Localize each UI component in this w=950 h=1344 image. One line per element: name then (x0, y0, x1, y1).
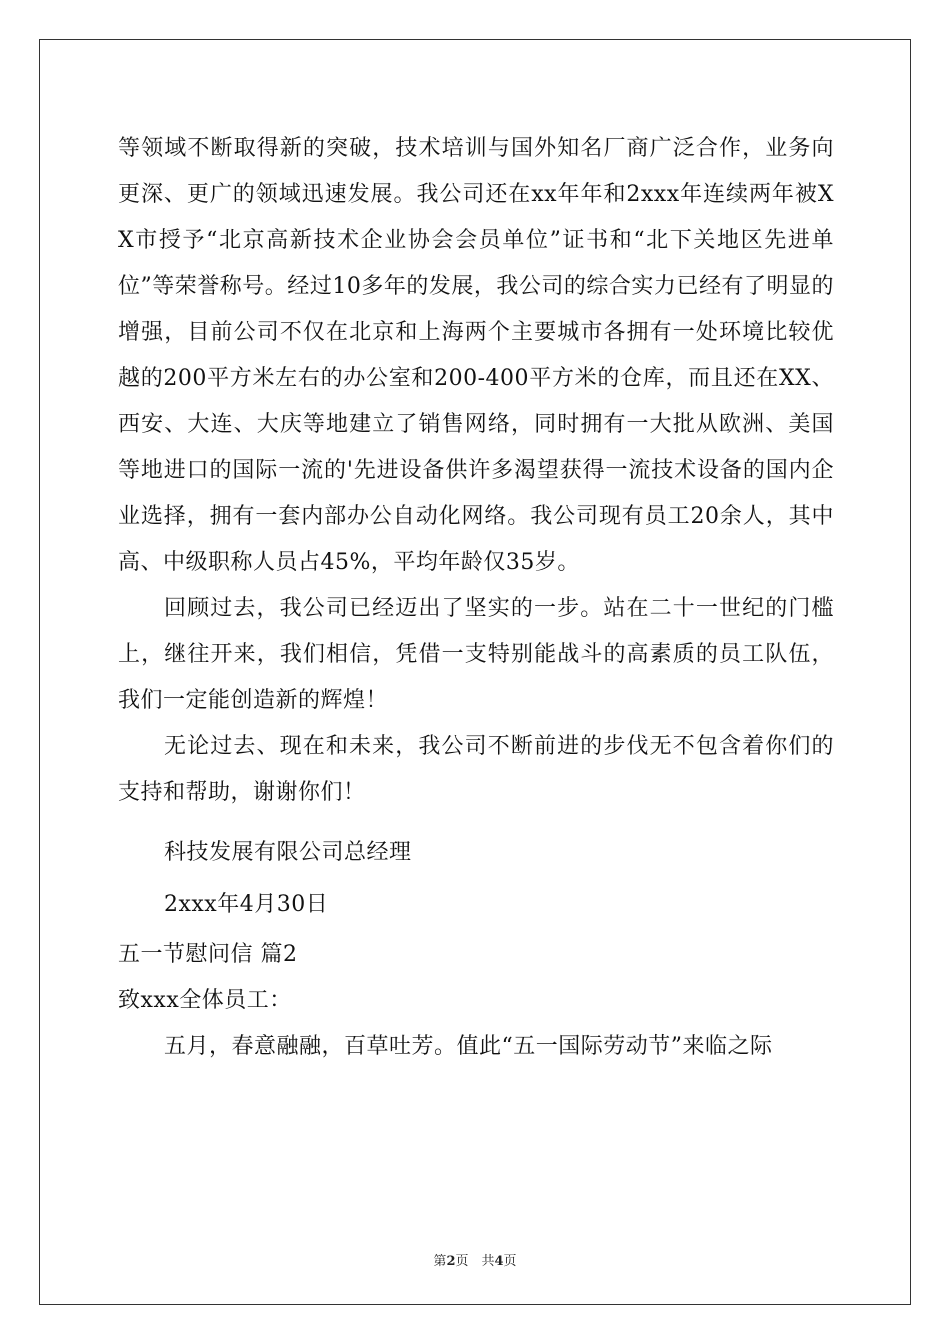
date-line: 2xxx年4月30日 (164, 892, 329, 917)
document-body (118, 126, 834, 1070)
salutation-line: 致xxx全体员工： (118, 988, 292, 1013)
section-title: 五一节慰问信 篇2 (118, 942, 298, 967)
signature-line: 科技发展有限公司总经理 (164, 840, 412, 865)
footer-prefix: 第 (433, 1254, 447, 1269)
body-paragraph-company-history: 等领域不断取得新的突破，技术培训与国外知名厂商广泛合作，业务向更深、更广的领域迅速发展。我公司还在xx年年和2xxx年连续两年被XX市授予“北京高新技术企业协会会员单位”证书和“北下关地区先进单位”等荣誉称号。经过10多年的发展，我公司的综合实力已经有了明显的增强，目前公司不仅在北京和上海两个主要城市各拥有一处环境比较优越的200平方米左右的办公室和200-400平方米的仓库，而且还在XX、西安、大连、大庆等地建立了销售网络，同时拥有一大批从欧洲、美国等地进口的国际一流的'先进设备供许多渴望获得一流技术设备的国内企业选择，拥有一套内部办公自动化网络。我公司现有员工20余人，其中高、中级职称人员占45%，平均年龄仅35岁。 (118, 136, 834, 575)
footer-middle: 页 共 (455, 1254, 495, 1269)
footer-page-current: 2 (446, 1254, 456, 1269)
footer-suffix: 页 (503, 1254, 517, 1269)
body-paragraph-may-day: 五月，春意融融，百草吐芳。值此“五一国际劳动节”来临之际 (164, 1034, 773, 1059)
body-paragraph-review: 回顾过去，我公司已经迈出了坚实的一步。站在二十一世纪的门槛上，继往开来，我们相信，凭借一支特别能战斗的高素质的员工队伍，我们一定能创造新的辉煌！ (118, 596, 834, 713)
page-footer (0, 1250, 950, 1269)
body-paragraph-thanks: 无论过去、现在和未来，我公司不断前进的步伐无不包含着你们的支持和帮助，谢谢你们！ (118, 734, 834, 805)
footer-page-total: 4 (494, 1254, 504, 1269)
